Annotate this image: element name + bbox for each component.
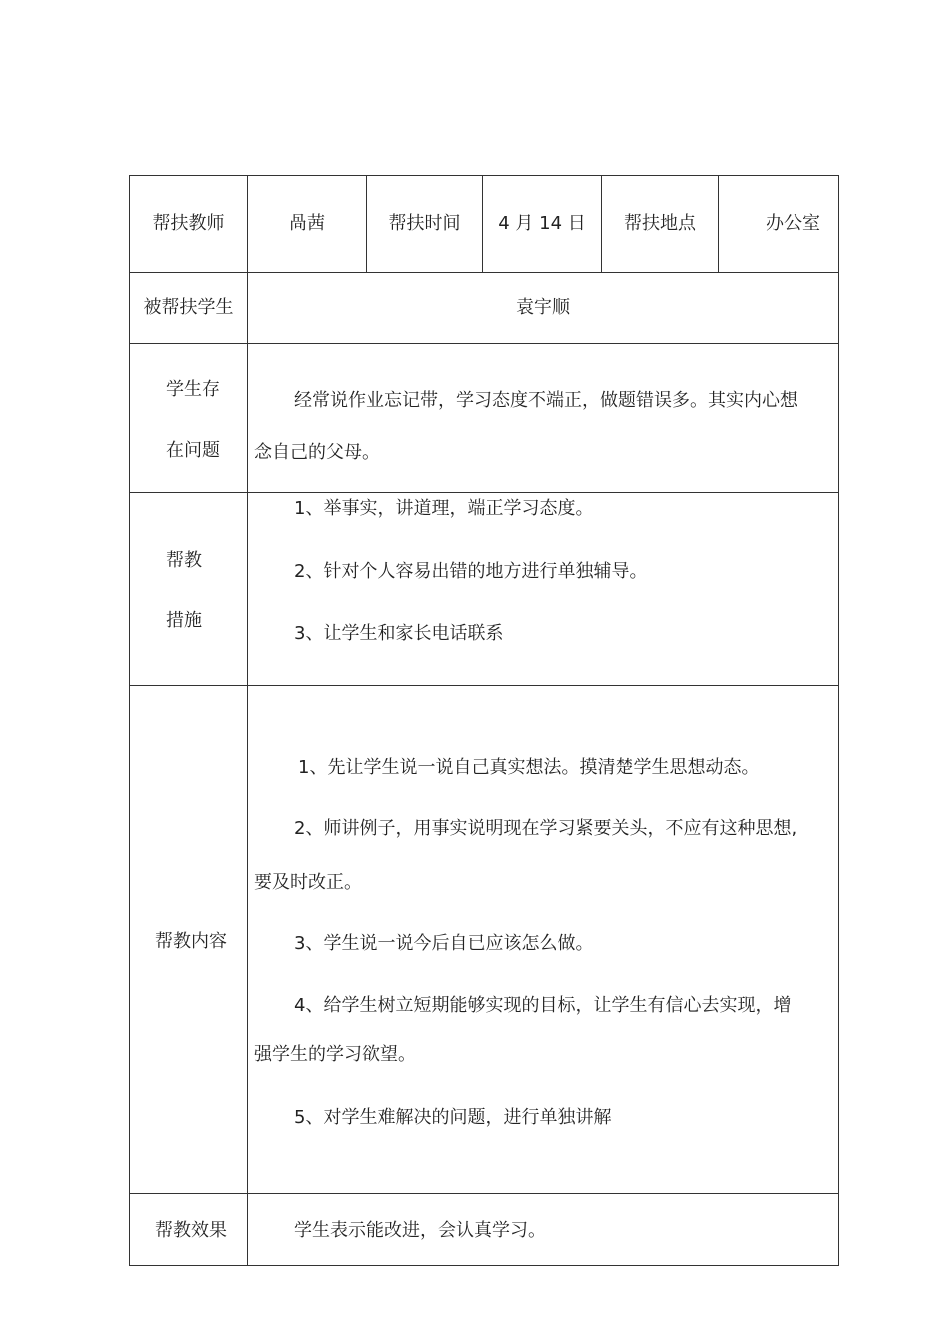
measures-item: 1、举事实，讲道理，端正学习态度。 (294, 498, 594, 519)
content-label: 帮教内容 (155, 931, 227, 952)
content-line: 5、对学生难解决的问题，进行单独讲解 (294, 1107, 612, 1128)
problem-label-line1: 学生存 (166, 379, 220, 400)
place-label: 帮扶地点 (624, 213, 696, 235)
row-divider (130, 492, 838, 493)
student-value: 袁宇顺 (516, 297, 570, 319)
row-divider (130, 1193, 838, 1194)
place-value: 办公室 (766, 213, 820, 235)
time-label: 帮扶时间 (388, 213, 461, 235)
content-line: 1、先让学生说一说自己真实想法。摸清楚学生思想动态。 (298, 757, 760, 778)
measures-label-line2: 措施 (166, 610, 202, 631)
content-line: 强学生的学习欲望。 (254, 1044, 416, 1065)
effect-text: 学生表示能改进，会认真学习。 (294, 1220, 546, 1241)
measures-item: 2、针对个人容易出错的地方进行单独辅导。 (294, 561, 648, 582)
teacher-label: 帮扶教师 (152, 213, 225, 235)
problem-label-line2: 在问题 (166, 440, 220, 461)
student-label: 被帮扶学生 (143, 297, 234, 319)
content-line: 2、师讲例子，用事实说明现在学习紧要关头，不应有这种思想, (294, 818, 798, 839)
problem-text-line1: 经常说作业忘记带，学习态度不端正，做题错误多。其实内心想 (294, 390, 798, 411)
content-line: 要及时改正。 (254, 872, 362, 893)
content-line: 4、给学生树立短期能够实现的目标，让学生有信心去实现，增 (294, 995, 792, 1016)
content-line: 3、学生说一说今后自已应该怎么做。 (294, 933, 594, 954)
effect-label: 帮教效果 (155, 1220, 227, 1241)
measures-label-line1: 帮教 (166, 550, 202, 571)
row-divider (130, 685, 838, 686)
teacher-value: 咼茜 (289, 213, 325, 235)
time-value: 4 月 14 日 (498, 213, 586, 235)
measures-item: 3、让学生和家长电话联系 (294, 623, 504, 644)
problem-text-line2: 念自己的父母。 (254, 442, 380, 463)
row-divider (130, 343, 838, 344)
help-record-table (129, 175, 839, 1266)
